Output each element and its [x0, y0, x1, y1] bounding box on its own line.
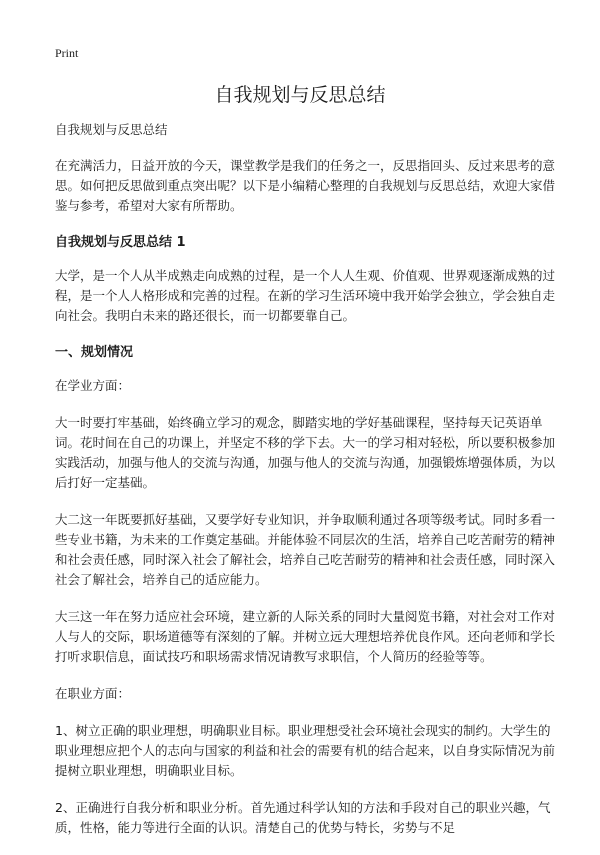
- year2-paragraph: 大二这一年既要抓好基础，又要学好专业知识，并争取顺利通过各项等级考试。同时多看一些专业书籍，为未来的工作奠定基础。并能体验不同层次的生活，培养自己吃苦耐劳的精神和社会责任感，同时深入社会了解社会，培养自己吃苦耐劳的精神和社会责任感，同时深入社会了解社会，培养自己的适应能力。: [55, 512, 556, 587]
- print-link[interactable]: Print: [55, 46, 79, 60]
- page-title: 自我规划与反思总结: [214, 84, 386, 106]
- article-body: [55, 120, 555, 855]
- section-heading-1: 自我规划与反思总结 1: [55, 235, 186, 250]
- intro-paragraph: 在充满活力，日益开放的今天，课堂教学是我们的任务之一，反思指回头、反过来思考的意思。如何把反思做到重点突出呢？以下是小编精心整理的自我规划与反思总结，欢迎大家借鉴与参考，希望对大家有所帮助。: [55, 158, 556, 213]
- academic-label: 在学业方面：: [55, 378, 131, 393]
- section1-paragraph: 大学，是一个人从半成熟走向成熟的过程，是一个人人生观、价值观、世界观逐渐成熟的过程，是一个人人格形成和完善的过程。在新的学习生活环境中我开始学会独立，学会独自走向社会。我明白未来的路还很长，而一切都要靠自己。: [55, 268, 556, 323]
- career2-paragraph: 2、正确进行自我分析和职业分析。首先通过科学认知的方法和手段对自己的职业兴趣，气质，性格，能力等进行全面的认识。清楚自己的优势与特长，劣势与不足: [55, 800, 551, 835]
- career1-paragraph: 1、树立正确的职业理想，明确职业目标。职业理想受社会环境社会现实的制约。大学生的职业理想应把个人的志向与国家的利益和社会的需要有机的结合起来，以自身实际情况为前提树立职业理想，明确职业目标。: [55, 723, 556, 778]
- planning-heading: 一、规划情况: [55, 345, 134, 360]
- career-label: 在职业方面：: [55, 686, 131, 701]
- year3-paragraph: 大三这一年在努力适应社会环境，建立新的人际关系的同时大量阅览书籍，对社会对工作对人与人的交际，职场道德等有深刻的了解。并树立远大理想培养优良作风。还向老师和学长打听求职信息，面试技巧和职场需求情况请教写求职信，个人简历的经验等等。: [55, 609, 556, 664]
- year1-paragraph: 大一时要打牢基础，始终确立学习的观念，脚踏实地的学好基础课程，坚持每天记英语单词。花时间在自己的功课上，并坚定不移的学下去。大一的学习相对轻松，所以要积极参加实践活动，加强与他人的交流与沟通，加强与他人的交流与沟通，加强锻炼增强体质，为以后打好一定基础。: [55, 415, 556, 490]
- article-subtitle: 自我规划与反思总结: [55, 122, 168, 137]
